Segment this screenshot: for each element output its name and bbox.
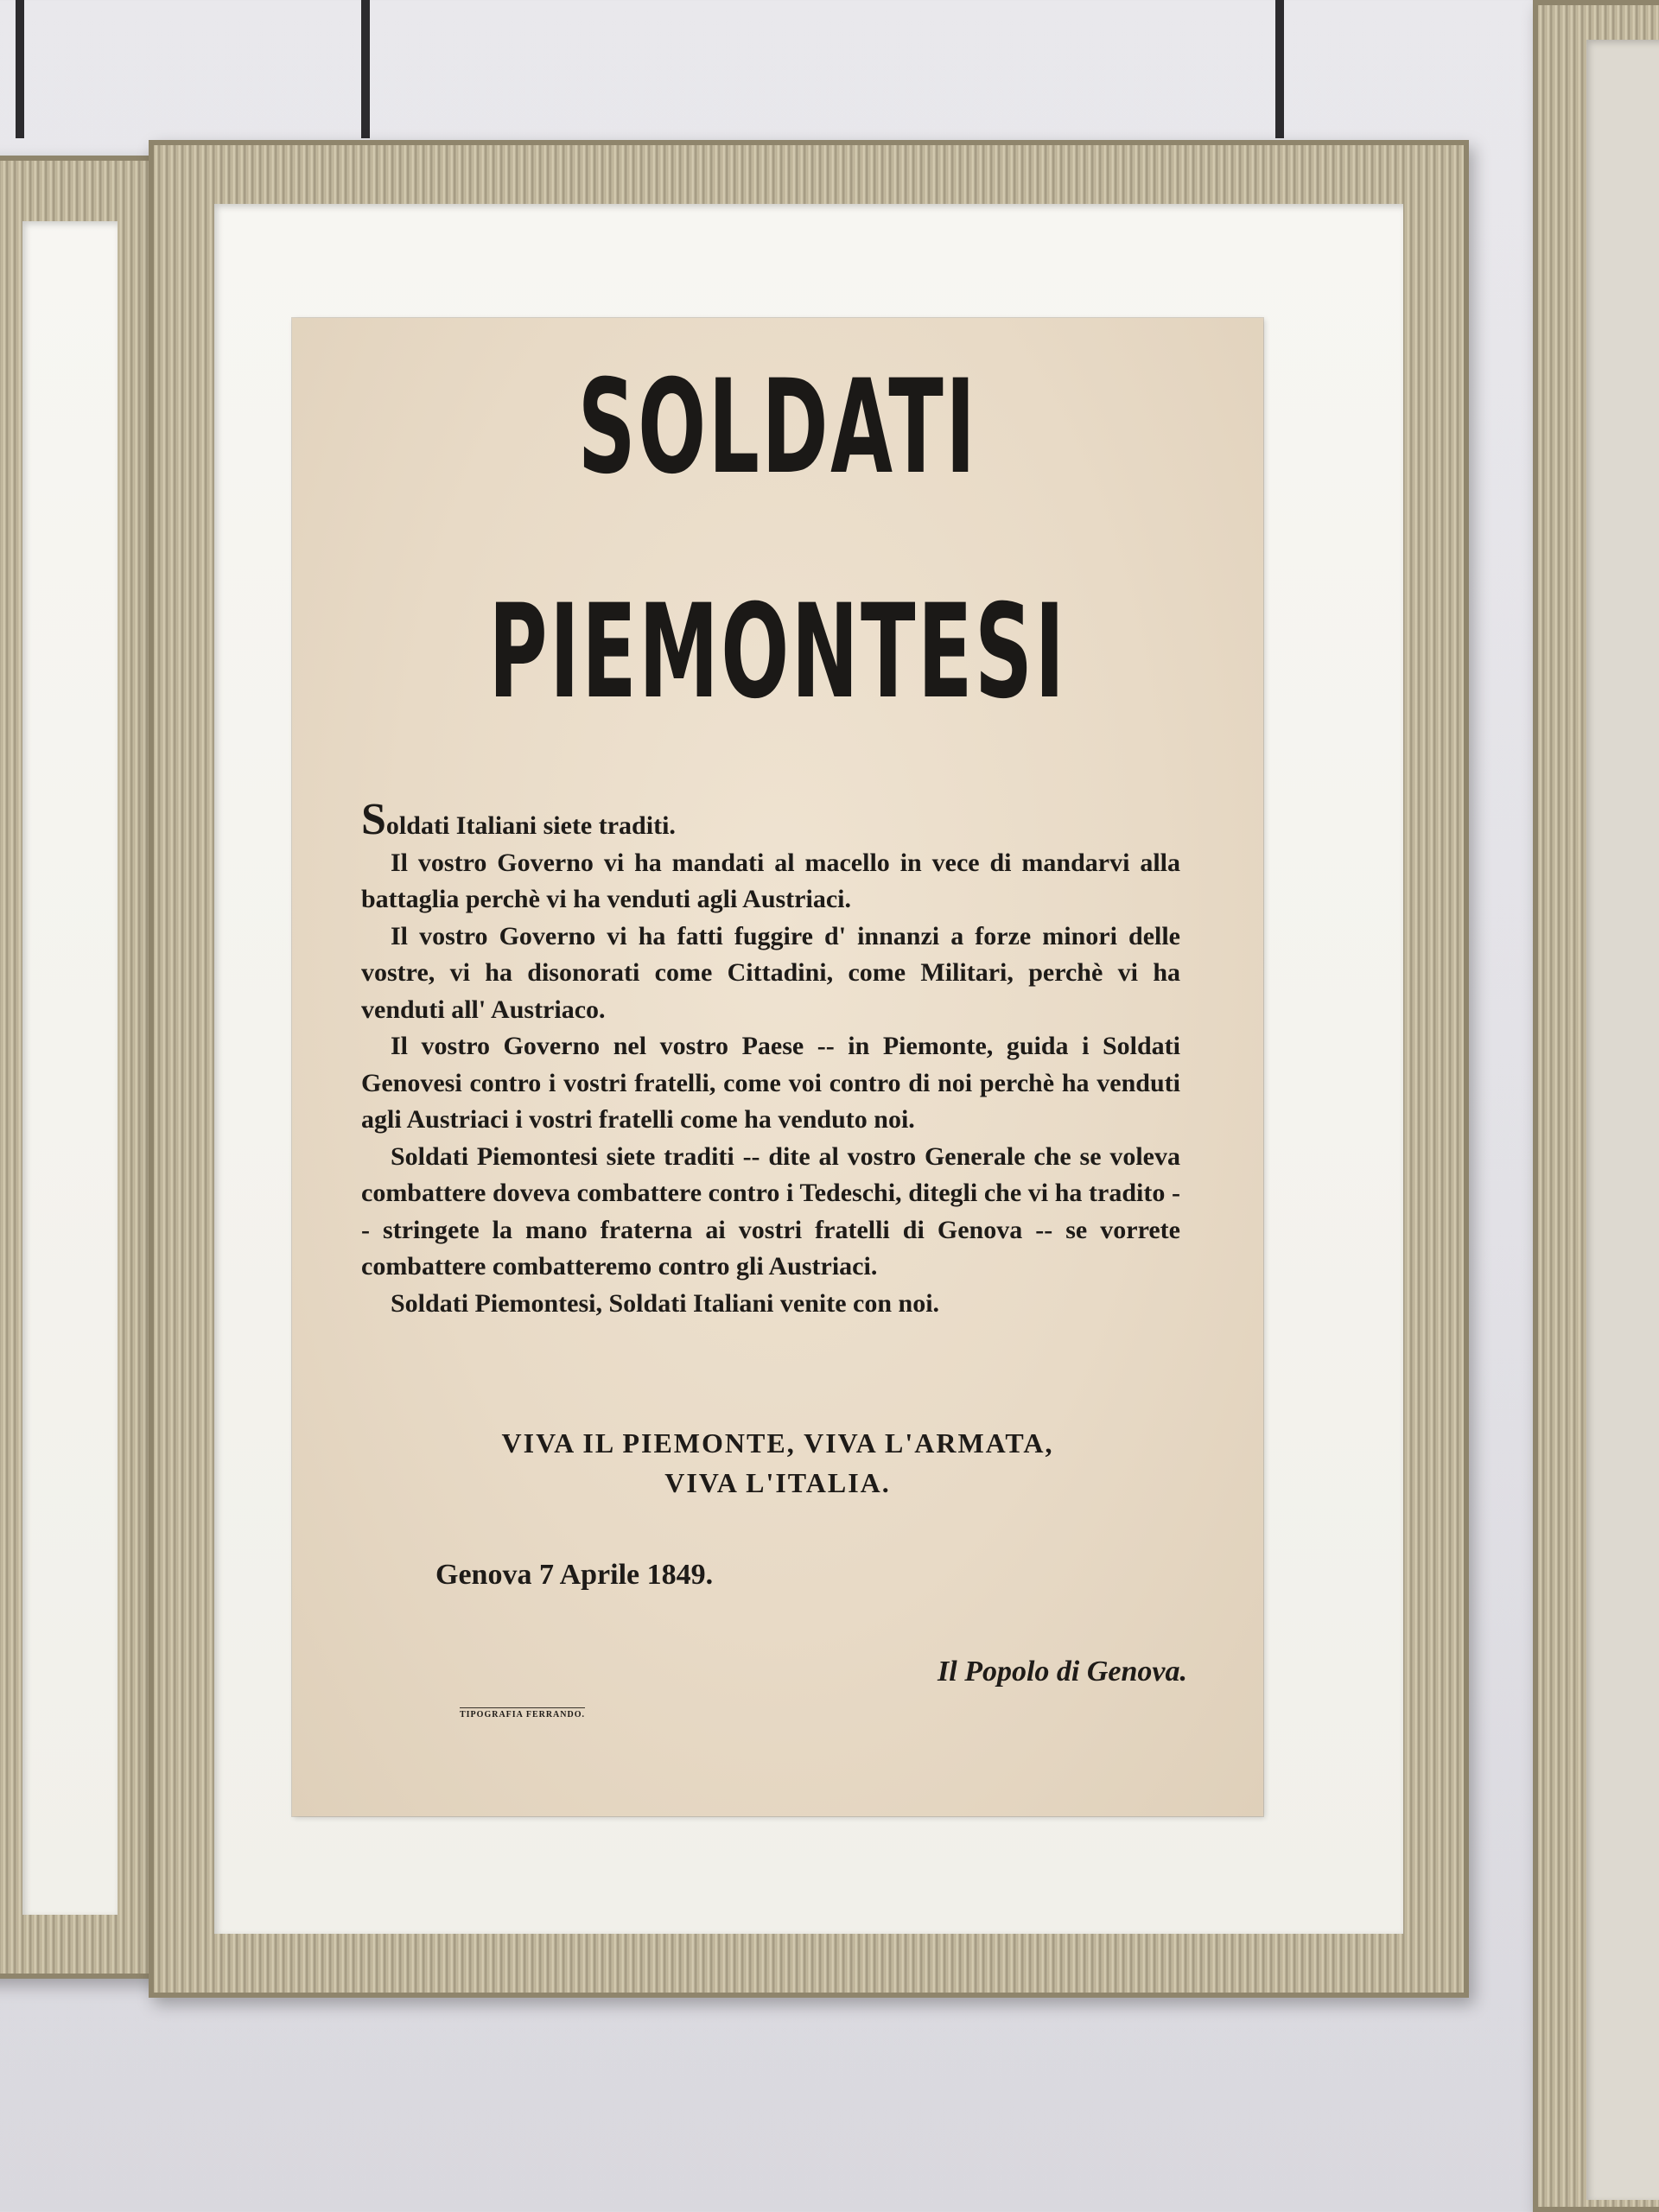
poster-paragraph-4: Soldati Piemontesi siete traditi -- dite al vostro Generale che se voleva combattere doveva combattere contro i Tedeschi, ditegli che vi ha tradito -- stringete la mano fraterna ai vostri fratelli di Genova -- se vorrete combattere combatteremo contro gli Austriaci.: [361, 1141, 1180, 1281]
left-picture-frame: [0, 156, 164, 1979]
wall-cable-center-right: [1275, 0, 1284, 138]
main-frame-mat: [214, 204, 1403, 1934]
main-picture-frame: [149, 140, 1469, 1998]
poster-title-line-1: SOLDATI: [577, 353, 978, 503]
poster-paragraph-3: Il vostro Governo nel vostro Paese -- in Piemonte, guida i Soldati Genovesi contro i vostri fratelli, come voi contro di noi perchè ha venduti agli Austriaci i vostri fratelli come ha venduto noi.: [361, 1032, 1180, 1134]
drop-cap: S: [361, 795, 386, 844]
poster-body: [361, 795, 1180, 1322]
poster-paragraph-1: Il vostro Governo vi ha mandati al macello in vece di mandarvi alla battaglia perchè vi ha venduti agli Austriaci.: [361, 848, 1180, 913]
left-frame-mat: [22, 221, 118, 1915]
proclamation-poster: [292, 318, 1263, 1816]
poster-dateline: Genova 7 Aprile 1849.: [435, 1559, 714, 1591]
poster-opening-line: [361, 795, 1180, 845]
poster-title-line-2: PIEMONTESI: [488, 577, 1067, 728]
opening-text: oldati Italiani siete traditi.: [385, 811, 676, 840]
poster-paragraph-2: Il vostro Governo vi ha fatti fuggire d' innanzi a forze minori delle vostre, vi ha disonorati come Cittadini, come Militari, perchè vi ha venduti all' Austriaco.: [361, 921, 1180, 1024]
right-picture-frame: [1533, 0, 1659, 2212]
wall-cable-left: [16, 0, 24, 138]
cheer-line-2: VIVA L'ITALIA.: [664, 1467, 891, 1498]
wall-cable-center-left: [361, 0, 370, 138]
cheer-line-1: VIVA IL PIEMONTE, VIVA L'ARMATA,: [501, 1427, 1054, 1459]
poster-paragraph-5: Soldati Piemontesi, Soldati Italiani venite con noi.: [391, 1288, 940, 1318]
printer-imprint: TIPOGRAFIA FERRANDO.: [460, 1707, 585, 1719]
poster-signature: Il Popolo di Genova.: [938, 1656, 1187, 1688]
right-frame-mat: [1586, 40, 1659, 2200]
